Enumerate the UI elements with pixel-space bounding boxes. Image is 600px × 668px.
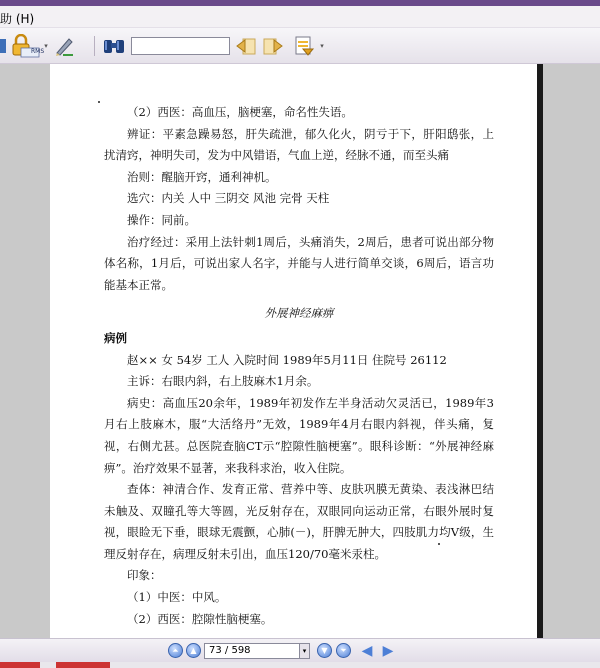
go-forward-button[interactable] — [380, 644, 396, 658]
section-heading: 外展神经麻痹 — [264, 306, 334, 321]
find-next-button[interactable] — [261, 34, 285, 58]
text-line: 选穴：内关 人中 三阴交 风池 完骨 天柱 — [127, 191, 330, 206]
toolbar-separator — [94, 36, 95, 56]
document-page — [50, 64, 537, 638]
taskbar-item[interactable] — [0, 662, 40, 668]
find-options-dropdown-arrow[interactable]: ▾ — [320, 42, 324, 50]
go-back-button[interactable] — [359, 644, 375, 658]
binoculars-icon — [102, 36, 126, 56]
page-number-field[interactable]: 73 / 598 — [204, 643, 300, 659]
back-arrow-icon: ◀ — [361, 643, 373, 659]
find-input[interactable] — [131, 37, 230, 55]
toolbar-partial-icon[interactable] — [0, 34, 8, 58]
sign-button[interactable] — [52, 34, 76, 58]
lock-rms-button[interactable] — [10, 34, 45, 58]
taskbar-item[interactable] — [56, 662, 110, 668]
text-paragraph: 治疗经过：采用上法针刺1周后，头痛消失，2周后，患者可说出部分物体名称，1月后，可说出家人名字，并能与人进行简单交谈，6周后，语言功能基本正常。 — [104, 234, 494, 292]
find-previous-icon — [235, 36, 257, 56]
menu-help[interactable]: 助 (H) — [0, 12, 35, 26]
find-options-button[interactable] — [292, 34, 318, 58]
previous-page-button[interactable] — [186, 643, 201, 658]
page-navigation-bar — [0, 638, 600, 662]
page-number-dropdown[interactable]: ▾ — [300, 643, 310, 659]
text-line: 主诉：右眼内斜，右上肢麻木1月余。 — [127, 374, 319, 389]
rms-label: RMS — [31, 48, 45, 55]
scan-speck — [438, 543, 440, 545]
text-line: 操作：同前。 — [127, 212, 196, 227]
text-paragraph: 辨证：平素急躁易怒，肝失疏泄，郁久化火，阴亏于下，肝阳鸱张，上扰清窍，神明失司，发为中风错语，气血上逆，经脉不通，而至头痛 — [104, 126, 494, 163]
menu-bar — [0, 6, 600, 28]
highlight-document-icon — [293, 35, 317, 57]
text-line: （1）中医：中风。 — [127, 590, 227, 605]
next-page-icon: ▼ — [321, 645, 328, 655]
find-previous-button[interactable] — [234, 34, 258, 58]
next-page-button[interactable] — [317, 643, 332, 658]
previous-page-icon: ▲ — [190, 645, 197, 655]
page-text — [104, 102, 494, 630]
text-line: 印象： — [127, 568, 162, 583]
text-line: （2）西医：腔隙性脑梗塞。 — [127, 611, 273, 626]
first-page-button[interactable] — [168, 643, 183, 658]
text-line: （2）西医：高血压，脑梗塞，命名性失语。 — [127, 105, 353, 119]
first-page-icon: ⏶ — [172, 645, 179, 655]
text-line: 治则：醒脑开窍，通利神机。 — [127, 169, 277, 184]
rms-dropdown-arrow[interactable]: ▾ — [44, 42, 48, 50]
document-viewport[interactable] — [0, 64, 600, 638]
last-page-icon: ⏷ — [340, 645, 347, 655]
find-next-icon — [262, 36, 284, 56]
pen-icon — [53, 35, 75, 57]
last-page-button[interactable] — [336, 643, 351, 658]
forward-arrow-icon: ▶ — [382, 643, 394, 659]
find-button[interactable] — [101, 34, 127, 58]
toolbar — [0, 28, 600, 64]
text-paragraph: 病史：高血压20余年，1989年初发作左半身活动欠灵活已，1989年3月右上肢麻木，服“大活络丹”无效，1989年4月右眼内斜视，伴头痛，复视，右侧尤甚。总医院查脑CT示“腔隙性脑梗塞”。眼科诊断：“外展神经麻痹”。治疗效果不显著，来我科求治，收入住院。 — [104, 395, 494, 475]
case-heading: 病例 — [104, 330, 127, 345]
text-paragraph: 赵×× 女 54岁 工人 入院时间 1989年5月11日 住院号 26112 — [127, 352, 447, 367]
text-paragraph: 查体：神清合作、发育正常、营养中等、皮肤巩膜无黄染、表浅淋巴结未触及、双瞳孔等大等圆，光反射存在，双眼同向运动正常，右眼外展时复视，眼睑无下垂，眼球无震颤，心肺(－)，肝脾无肿大，四肢肌力均V级，生理反射存在，病理反射未引出，血压120/70毫米汞柱。 — [104, 482, 494, 561]
scan-speck — [98, 101, 100, 103]
page-shadow — [537, 64, 543, 638]
